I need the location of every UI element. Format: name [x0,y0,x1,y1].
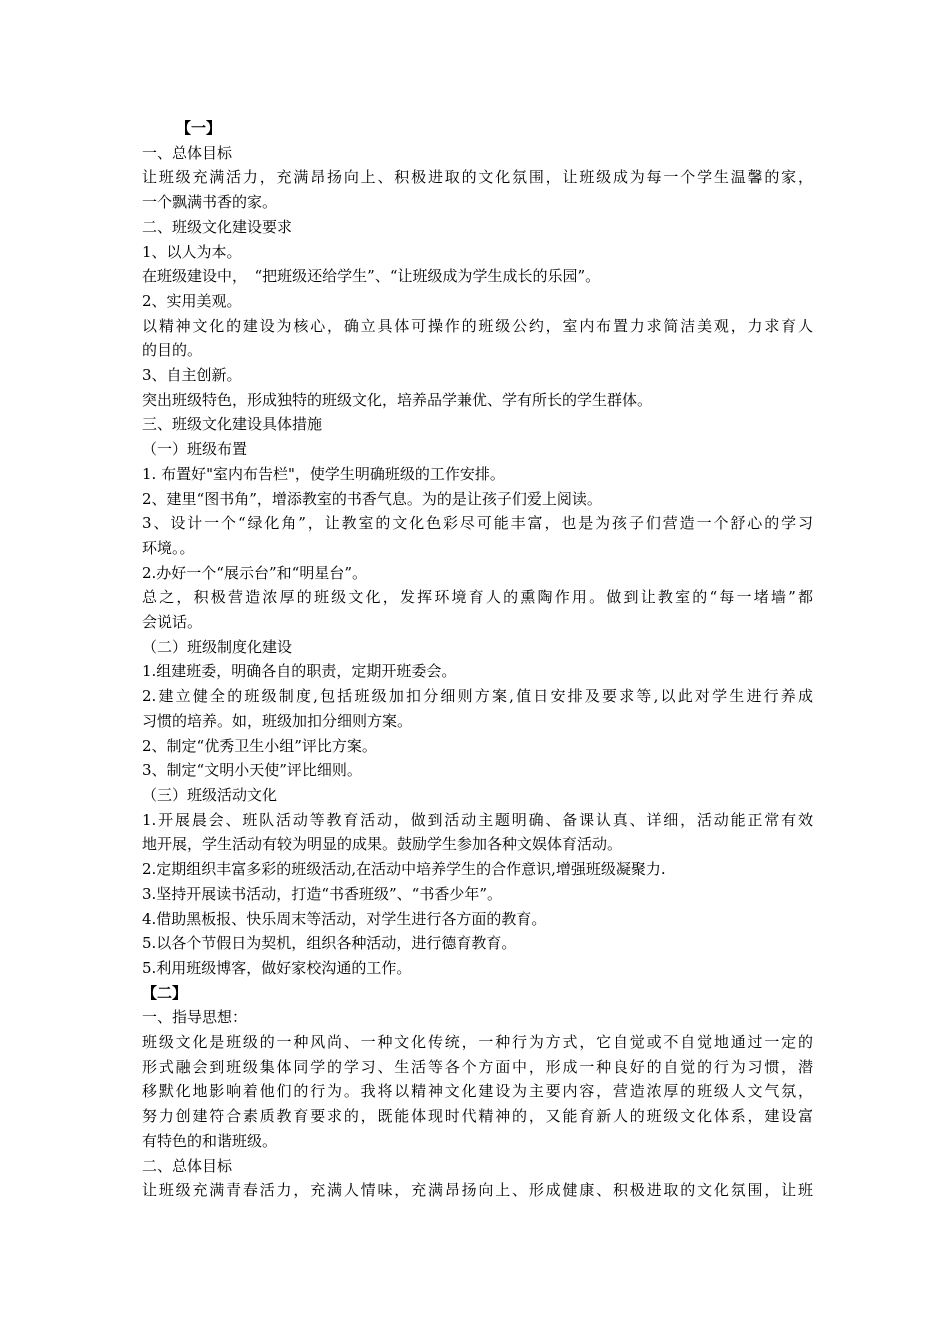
text-line: 会说话。 [142,613,203,632]
text-line: 环境。。 [142,538,195,557]
text-line: 2.建立健全的班级制度,包括班级加扣分细则方案,值日安排及要求等,以此对学生进行养成 [142,687,813,706]
text-line: 总之，积极营造浓厚的班级文化，发挥环境育人的熏陶作用。做到让教室的“每一堵墙”都 [142,588,813,607]
text-line: 二、总体目标 [142,1156,233,1175]
text-line: 1. 布置好"室内布告栏"，使学生明确班级的工作安排。 [142,464,505,483]
text-line: 3.坚持开展读书活动，打造“书香班级”、“书香少年”。 [142,884,502,903]
text-line: 突出班级特色，形成独特的班级文化，培养品学兼优、学有所长的学生群体。 [142,390,653,409]
text-line: 在班级建设中， “把班级还给学生”、“让班级成为学生成长的乐园”。 [142,267,601,286]
text-line: 2、建里“图书角”，增添教室的书香气息。为的是让孩子们爱上阅读。 [142,489,602,508]
text-line: 地开展，学生活动有较为明显的成果。鼓励学生参加各种文娱体育活动。 [142,835,623,854]
text-line: 的目的。 [142,341,203,360]
text-line: 有特色的和谐班级。 [142,1131,278,1150]
text-line: 5.利用班级博客，做好家校沟通的工作。 [142,958,412,977]
text-line: 移默化地影响着他们的行为。我将以精神文化建设为主要内容，营造浓厚的班级人文气氛， [142,1082,813,1101]
text-line: 一、指导思想： [142,1008,248,1027]
text-line: 以精神文化的建设为核心，确立具体可操作的班级公约，室内布置力求简洁美观，力求育人 [142,316,813,335]
text-line: （三）班级活动文化 [142,785,278,804]
text-line: 4.借助黑板报、快乐周末等活动，对学生进行各方面的教育。 [142,909,547,928]
text-line: （一）班级布置 [142,440,248,459]
text-line: 一、总体目标 [142,143,233,162]
section-heading: 【一】 [176,119,222,137]
text-line: 二、班级文化建设要求 [142,217,293,236]
text-line: 让班级充满青春活力，充满人情味，充满昂扬向上、形成健康、积极进取的文化氛围，让班 [142,1181,813,1200]
text-line: 1.组建班委，明确各自的职责，定期开班委会。 [142,662,457,681]
text-line: 2、制定“优秀卫生小组”评比方案。 [142,736,377,755]
text-line: 班级文化是班级的一种风尚、一种文化传统，一种行为方式，它自觉或不自觉地通过一定的 [142,1033,813,1052]
text-line: 1.开展晨会、班队活动等教育活动，做到活动主题明确、备课认真、详细，活动能正常有效 [142,810,813,829]
text-line: 2.定期组织丰富多彩的班级活动,在活动中培养学生的合作意识,增强班级凝聚力. [142,860,666,879]
text-line: 3、自主创新。 [142,366,242,385]
text-line: （二）班级制度化建设 [142,637,293,656]
text-line: 2、实用美观。 [142,291,242,310]
text-line: 一个飘满书香的家。 [142,193,278,212]
text-line: 5.以各个节假日为契机，组织各种活动，进行德育教育。 [142,934,517,953]
text-line: 2.办好一个“展示台”和“明星台”。 [142,563,367,582]
text-line: 3、制定“文明小天使”评比细则。 [142,761,362,780]
text-line: 1、以人为本。 [142,242,242,261]
text-line: 习惯的培养。如，班级加扣分细则方案。 [142,711,413,730]
text-line: 三、班级文化建设具体措施 [142,415,323,434]
section-heading: 【二】 [142,983,188,1002]
text-line: 3、设计一个“绿化角”，让教室的文化色彩尽可能丰富，也是为孩子们营造一个舒心的学习 [142,514,813,533]
document-body [142,116,813,1203]
text-line: 形式融会到班级集体同学的学习、生活等各个方面中，形成一种良好的自觉的行为习惯，潜 [142,1057,813,1076]
text-line: 努力创建符合素质教育要求的，既能体现时代精神的，又能育新人的班级文化体系，建设富 [142,1107,813,1126]
text-line: 让班级充满活力，充满昂扬向上、积极进取的文化氛围，让班级成为每一个学生温馨的家， [142,168,813,187]
